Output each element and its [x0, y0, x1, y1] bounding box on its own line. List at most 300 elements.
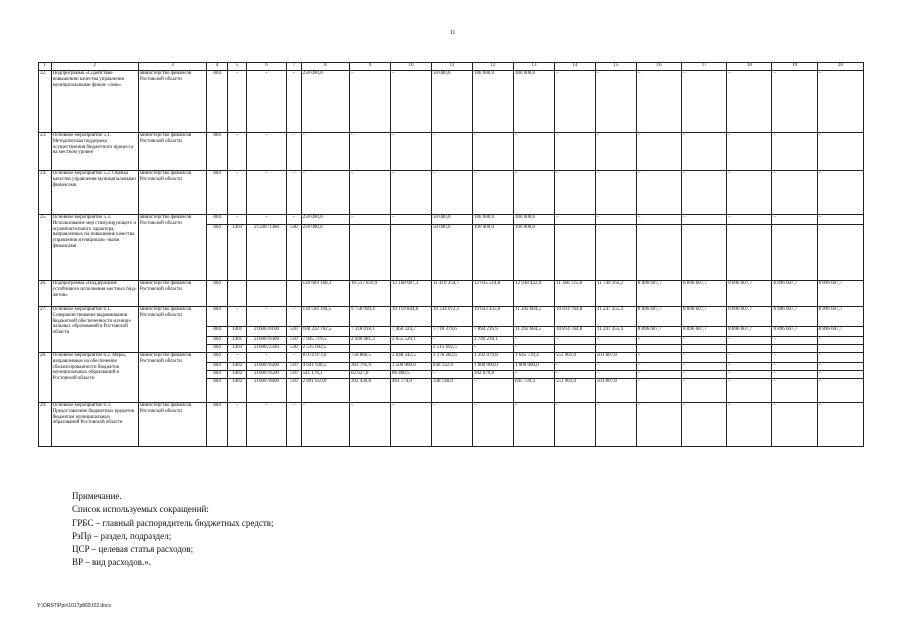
cell-col-16: 8 896 607,7 — [636, 327, 681, 337]
cell-col-5 — [228, 281, 247, 307]
cell-col-7: 510 — [286, 337, 301, 345]
cell-col-7: – — [286, 215, 301, 225]
cell-col-6: 2160070300 — [247, 337, 287, 345]
cell-col-8: 2 515 692,5 — [301, 345, 349, 353]
cell-col-6: – — [247, 133, 287, 171]
column-number: 8 — [301, 63, 349, 71]
cell-col-12: – — [472, 345, 513, 353]
cell-col-18 — [727, 225, 772, 281]
cell-col-8: 250 000,0 — [301, 71, 349, 133]
cell-col-4: 804 — [207, 379, 228, 403]
cell-col-17: – — [682, 371, 727, 379]
cell-col-6: – — [247, 307, 287, 327]
column-number: 10 — [391, 63, 432, 71]
cell-col-10: 2 048 242,5 — [391, 353, 432, 363]
cell-col-8: 108 232 782,5 — [301, 327, 349, 337]
cell-col-18: – — [727, 403, 772, 447]
cell-col-6: – — [247, 215, 287, 225]
column-number: 18 — [727, 63, 772, 71]
cell-col-11: – — [431, 337, 472, 345]
cell-col-4: 804 — [207, 353, 228, 363]
responsible-executor: министерство финансов Ростовской области — [138, 215, 206, 281]
cell-col-7: – — [286, 353, 301, 363]
cell-col-19: 8 896 607,7 — [772, 327, 817, 337]
cell-col-13: 100 000,0 — [513, 225, 554, 281]
column-number: 5 — [228, 63, 247, 71]
cell-col-6: 2160070100 — [247, 327, 287, 337]
cell-col-6: 2160070600 — [247, 379, 287, 403]
row-number: 27. — [39, 307, 52, 353]
cell-col-7: 530 — [286, 345, 301, 353]
cell-col-9: – — [350, 171, 391, 215]
column-number: 4 — [207, 63, 228, 71]
cell-col-8: – — [301, 133, 349, 171]
cell-col-13: 100 000,0 — [513, 215, 554, 225]
cell-col-19: – — [772, 379, 817, 403]
cell-col-6: 2160072340 — [247, 345, 287, 353]
cell-col-5: – — [228, 403, 247, 447]
column-number: 20 — [817, 63, 863, 71]
cell-col-16: – — [636, 337, 681, 345]
cell-col-9: 303 795,9 — [350, 363, 391, 371]
cell-col-13: – — [513, 345, 554, 353]
cell-col-15: – — [595, 363, 636, 371]
table-row — [39, 353, 864, 363]
cell-col-9: – — [350, 133, 391, 171]
cell-col-14: – — [554, 371, 595, 379]
cell-col-18 — [727, 345, 772, 353]
cell-col-17: – — [682, 353, 727, 363]
cell-col-7: – — [286, 71, 301, 133]
cell-col-4: 804 — [207, 307, 228, 327]
cell-col-5: 1401 — [228, 337, 247, 345]
cell-col-6: 2160070500 — [247, 371, 287, 379]
cell-col-14: – — [554, 71, 595, 133]
cell-col-19 — [772, 345, 817, 353]
cell-col-6: – — [247, 171, 287, 215]
file-path: Y:\ORST\Ppo\1017p869.f22.docx — [37, 603, 111, 609]
cell-col-4: 804 — [207, 403, 228, 447]
column-number: 16 — [636, 63, 681, 71]
cell-col-5: – — [228, 353, 247, 363]
cell-col-10: 7 464 324,7 — [391, 327, 432, 337]
cell-col-12: 2 749 218,1 — [472, 337, 513, 345]
responsible-executor: министерство финансов Ростовской области — [138, 171, 206, 215]
cell-col-15: 11 749 163,2 — [595, 281, 636, 307]
cell-col-10: 10 119 844,8 — [391, 307, 432, 327]
responsible-executor: министерство финансов Ростовской области — [138, 307, 206, 353]
column-number: 1 — [39, 63, 52, 71]
cell-col-10: 86 468,5 — [391, 371, 432, 379]
cell-col-5: – — [228, 215, 247, 225]
table-row — [39, 307, 864, 327]
cell-col-19: – — [772, 71, 817, 133]
program-name: Основное мероприятие 5.3. Использование мер стимулирующего и ограничительного характера, направленных на повышение качества управления муниципаль- ными финансами — [51, 215, 138, 281]
cell-col-8: 8 074 973,6 — [301, 353, 349, 363]
cell-col-15 — [595, 345, 636, 353]
column-number: 12 — [472, 63, 513, 71]
cell-col-14: – — [554, 133, 595, 171]
cell-col-5: 1403 — [228, 345, 247, 353]
cell-col-13: – — [513, 403, 554, 447]
cell-col-14: 10 814 764,8 — [554, 307, 595, 327]
cell-col-11: – — [431, 133, 472, 171]
cell-col-14: 551 961,0 — [554, 353, 595, 363]
cell-col-5: – — [228, 133, 247, 171]
column-number: 3 — [138, 63, 206, 71]
cell-col-19: 8 896 607,7 — [772, 281, 817, 307]
cell-col-8: 126 669 168,1 — [301, 281, 349, 307]
responsible-executor: министерство финансов Ростовской области — [138, 281, 206, 307]
cell-col-16 — [636, 225, 681, 281]
note-line: РзПр – раздел, подраздел; — [72, 530, 172, 541]
table-row — [39, 71, 864, 133]
column-number: 2 — [51, 63, 138, 71]
cell-col-11: 50 000,0 — [431, 225, 472, 281]
column-number: 7 — [286, 63, 301, 71]
cell-col-17: – — [682, 403, 727, 447]
cell-col-10 — [391, 345, 432, 353]
cell-col-11: – — [431, 171, 472, 215]
cell-col-12: 10 643 435,0 — [472, 307, 513, 327]
cell-col-15: – — [595, 403, 636, 447]
cell-col-4: 804 — [207, 171, 228, 215]
cell-col-20 — [817, 345, 863, 353]
table-row — [39, 403, 864, 447]
cell-col-20: – — [817, 337, 863, 345]
program-name: Подпрограмма «Поддержание устойчивого исполнения местных бюд- жетов» — [51, 281, 138, 307]
cell-col-13: 12 938 422,9 — [513, 281, 554, 307]
cell-col-19: – — [772, 171, 817, 215]
cell-col-17: – — [682, 379, 727, 403]
cell-col-16: 8 896 607,7 — [636, 307, 681, 327]
cell-col-20: – — [817, 363, 863, 371]
cell-col-8: 2 891 859,0 — [301, 379, 349, 403]
cell-col-17: 8 896 607,7 — [682, 281, 727, 307]
cell-col-10: 12 168 087,3 — [391, 281, 432, 307]
cell-col-9: 392 436,8 — [350, 379, 391, 403]
cell-col-17: – — [682, 363, 727, 371]
column-number: 14 — [554, 63, 595, 71]
cell-col-14: – — [554, 171, 595, 215]
note-block — [72, 490, 274, 570]
cell-col-14: – — [554, 363, 595, 371]
cell-col-16: – — [636, 353, 681, 363]
cell-col-14 — [554, 225, 595, 281]
cell-col-20: – — [817, 371, 863, 379]
cell-col-13: 1 645 739,4 — [513, 353, 554, 363]
cell-col-4: 804 — [207, 337, 228, 345]
note-line: Список используемых сокращений: — [72, 504, 209, 515]
cell-col-12: 12 035 514,8 — [472, 281, 513, 307]
cell-col-5: 1402 — [228, 363, 247, 371]
note-title: Примечание. — [72, 491, 122, 501]
column-number: 15 — [595, 63, 636, 71]
table-row — [39, 215, 864, 225]
column-number: 13 — [513, 63, 554, 71]
note-line: ЦСР – целевая статья расходов; — [72, 544, 194, 555]
cell-col-14 — [554, 345, 595, 353]
cell-col-18: – — [727, 133, 772, 171]
cell-col-7: – — [286, 307, 301, 327]
cell-col-9: 758 860,5 — [350, 353, 391, 363]
cell-col-15: – — [595, 371, 636, 379]
cell-col-16: – — [636, 363, 681, 371]
cell-col-17: 8 896 607,7 — [682, 327, 727, 337]
cell-col-14: 11 366 725,8 — [554, 281, 595, 307]
cell-col-10: 1 500 000,0 — [391, 363, 432, 371]
cell-col-19: – — [772, 363, 817, 371]
cell-col-4: 804 — [207, 71, 228, 133]
cell-col-10: – — [391, 215, 432, 225]
cell-col-18: – — [727, 71, 772, 133]
cell-col-18: – — [727, 215, 772, 225]
row-number: 24. — [39, 171, 52, 215]
cell-col-16: – — [636, 171, 681, 215]
cell-col-6: 2150071380 — [247, 225, 287, 281]
cell-col-10 — [391, 225, 432, 281]
cell-col-19: – — [772, 133, 817, 171]
cell-col-13: – — [513, 337, 554, 345]
cell-col-9: – — [350, 403, 391, 447]
cell-col-9: 9 758 999,4 — [350, 307, 391, 327]
row-number: 28. — [39, 353, 52, 403]
cell-col-15: 11 247 355,4 — [595, 307, 636, 327]
program-name: Основное мероприятие 5.2. Оценка качества управления муниципальными финансами — [51, 171, 138, 215]
cell-col-20 — [817, 225, 863, 281]
cell-col-4: 804 — [207, 363, 228, 371]
cell-col-11: 10 234 072,1 — [431, 307, 472, 327]
table-row — [39, 171, 864, 215]
cell-col-8: 118 594 194,5 — [301, 307, 349, 327]
cell-col-14: 10 814 764,8 — [554, 327, 595, 337]
cell-col-16: – — [636, 403, 681, 447]
cell-col-4: 804 — [207, 371, 228, 379]
cell-col-15: – — [595, 215, 636, 225]
cell-col-20: – — [817, 379, 863, 403]
cell-col-17: 8 896 607,7 — [682, 307, 727, 327]
cell-col-17: – — [682, 337, 727, 345]
cell-col-13: 645 739,4 — [513, 379, 554, 403]
cell-col-6 — [247, 281, 287, 307]
column-number: 19 — [772, 63, 817, 71]
column-number: 9 — [350, 63, 391, 71]
cell-col-7: – — [286, 403, 301, 447]
cell-col-12: – — [472, 403, 513, 447]
cell-col-20: – — [817, 171, 863, 215]
cell-col-10: 461 774,0 — [391, 379, 432, 403]
cell-col-5: 1403 — [228, 225, 247, 281]
program-name: Основное мероприятие 6.3. Предоставление бюджетных кредитов бюджетам муниципальных образований Ростовской области — [51, 403, 138, 447]
cell-col-8: – — [301, 403, 349, 447]
responsible-executor: министерство финансов Ростовской области — [138, 403, 206, 447]
cell-col-18: – — [727, 379, 772, 403]
table-header-row — [39, 63, 864, 71]
cell-col-14: – — [554, 403, 595, 447]
cell-col-18: – — [727, 353, 772, 363]
cell-col-11: 11 410 354,7 — [431, 281, 472, 307]
cell-col-5: 1402 — [228, 371, 247, 379]
cell-col-12: 100 000,0 — [472, 215, 513, 225]
program-name: Основное мероприятие 6.2. Меры, направленные на обеспечение сбалансированности бюджетов муниципальных образований в Ростовской области — [51, 353, 138, 403]
cell-col-7: 510 — [286, 363, 301, 371]
cell-col-13: 11 292 684,5 — [513, 307, 554, 327]
cell-col-17: – — [682, 215, 727, 225]
cell-col-15: – — [595, 171, 636, 215]
cell-col-8: 7 845 719,5 — [301, 337, 349, 345]
cell-col-17 — [682, 225, 727, 281]
cell-col-8: – — [301, 171, 349, 215]
cell-col-12: 100 000,0 — [472, 225, 513, 281]
cell-col-16 — [636, 345, 681, 353]
cell-col-18: – — [727, 363, 772, 371]
cell-col-18: – — [727, 371, 772, 379]
cell-col-7: 510 — [286, 371, 301, 379]
cell-col-10: 2 655 520,1 — [391, 337, 432, 345]
row-number: 29. — [39, 403, 52, 447]
cell-col-16: – — [636, 371, 681, 379]
row-number: 23. — [39, 133, 52, 171]
cell-col-6: – — [247, 403, 287, 447]
cell-col-18: – — [727, 171, 772, 215]
cell-col-7: 540 — [286, 225, 301, 281]
cell-col-15: – — [595, 71, 636, 133]
cell-col-5: – — [228, 171, 247, 215]
cell-col-12: – — [472, 379, 513, 403]
cell-col-16: – — [636, 71, 681, 133]
cell-col-5: 1402 — [228, 379, 247, 403]
column-number: 17 — [682, 63, 727, 71]
cell-col-18: 8 896 607,7 — [727, 281, 772, 307]
responsible-executor: министерство финансов Ростовской области — [138, 133, 206, 171]
cell-col-13: 100 000,0 — [513, 71, 554, 133]
page-number: 11 — [449, 30, 456, 36]
cell-col-7 — [286, 281, 301, 307]
cell-col-17: – — [682, 171, 727, 215]
cell-col-15 — [595, 225, 636, 281]
cell-col-11: 7 718 379,6 — [431, 327, 472, 337]
cell-col-19: – — [772, 371, 817, 379]
cell-col-13: – — [513, 133, 554, 171]
cell-col-5: – — [228, 71, 247, 133]
cell-col-10: – — [391, 403, 432, 447]
cell-col-18: 8 896 607,7 — [727, 327, 772, 337]
cell-col-9: 62 627,8 — [350, 371, 391, 379]
cell-col-15: – — [595, 337, 636, 345]
note-line: ВР – вид расходов.». — [72, 557, 152, 568]
cell-col-20: – — [817, 403, 863, 447]
cell-col-17: – — [682, 71, 727, 133]
cell-col-19: – — [772, 337, 817, 345]
cell-col-7: 510 — [286, 327, 301, 337]
row-number: 25. — [39, 215, 52, 281]
cell-col-19: 8 896 607,7 — [772, 307, 817, 327]
cell-col-11: 838 142,6 — [431, 363, 472, 371]
cell-col-10: – — [391, 171, 432, 215]
cell-col-17 — [682, 345, 727, 353]
cell-col-12: 1 000 000,0 — [472, 363, 513, 371]
responsible-executor: министерство финансов Ростовской области — [138, 353, 206, 403]
cell-col-18: – — [727, 337, 772, 345]
cell-col-9: 10 517 859,9 — [350, 281, 391, 307]
cell-col-15: – — [595, 133, 636, 171]
column-number: 6 — [247, 63, 287, 71]
cell-col-6: – — [247, 353, 287, 363]
cell-col-20: 8 896 607,7 — [817, 327, 863, 337]
cell-col-19 — [772, 225, 817, 281]
cell-col-14: – — [554, 337, 595, 345]
cell-col-14: 551 961,0 — [554, 379, 595, 403]
cell-col-15: 501 807,8 — [595, 379, 636, 403]
cell-col-17: – — [682, 133, 727, 171]
cell-col-19: – — [772, 353, 817, 363]
cell-col-7: – — [286, 133, 301, 171]
cell-col-12: 392 079,8 — [472, 371, 513, 379]
cell-col-15: 501 807,8 — [595, 353, 636, 363]
table-row — [39, 281, 864, 307]
cell-col-5: – — [228, 307, 247, 327]
cell-col-20: 8 896 607,7 — [817, 281, 863, 307]
cell-col-20: – — [817, 133, 863, 171]
program-name: Основное мероприятие 6.1. Совершенствование выравнивания бюджетной обеспеченности муници- пальных образований в Ростовской области — [51, 307, 138, 353]
column-number: 11 — [431, 63, 472, 71]
cell-col-8: 541 176,1 — [301, 371, 349, 379]
cell-col-9: – — [350, 215, 391, 225]
cell-col-12: 1 392 079,8 — [472, 353, 513, 363]
cell-col-4: 804 — [207, 133, 228, 171]
cell-col-12: – — [472, 133, 513, 171]
cell-col-4: 804 — [207, 345, 228, 353]
cell-col-8: 250 000,0 — [301, 225, 349, 281]
cell-col-14: – — [554, 215, 595, 225]
cell-col-6: 2160070200 — [247, 363, 287, 371]
cell-col-18: 8 896 607,7 — [727, 307, 772, 327]
budget-table — [38, 62, 864, 447]
row-number: 26. — [39, 281, 52, 307]
cell-col-5: 1401 — [228, 327, 247, 337]
cell-col-13: 11 292 684,5 — [513, 327, 554, 337]
cell-col-9 — [350, 345, 391, 353]
cell-col-11: – — [431, 403, 472, 447]
cell-col-9: – — [350, 71, 391, 133]
cell-col-10: – — [391, 133, 432, 171]
cell-col-20: 8 896 607,7 — [817, 307, 863, 327]
cell-col-9 — [350, 225, 391, 281]
cell-col-11: 50 000,0 — [431, 215, 472, 225]
cell-col-11: – — [431, 371, 472, 379]
cell-col-19: – — [772, 403, 817, 447]
cell-col-16: – — [636, 379, 681, 403]
note-line: ГРБС – главный распорядитель бюджетных средств; — [72, 517, 274, 528]
cell-col-9: 7 318 018,1 — [350, 327, 391, 337]
cell-col-20: – — [817, 215, 863, 225]
cell-col-16: 8 896 607,7 — [636, 281, 681, 307]
cell-col-11: 2 515 692,5 — [431, 345, 472, 353]
cell-col-4: 804 — [207, 215, 228, 225]
cell-col-11: 338 140,0 — [431, 379, 472, 403]
cell-col-12: – — [472, 171, 513, 215]
cell-col-12: 7 894 216,9 — [472, 327, 513, 337]
cell-col-10: – — [391, 71, 432, 133]
cell-col-19: – — [772, 215, 817, 225]
cell-col-4: 804 — [207, 225, 228, 281]
cell-col-12: 100 000,0 — [472, 71, 513, 133]
cell-col-13: 1 000 000,0 — [513, 363, 554, 371]
row-number: 22. — [39, 71, 52, 133]
cell-col-7: – — [286, 171, 301, 215]
cell-col-7: 510 — [286, 379, 301, 403]
cell-col-13: – — [513, 171, 554, 215]
